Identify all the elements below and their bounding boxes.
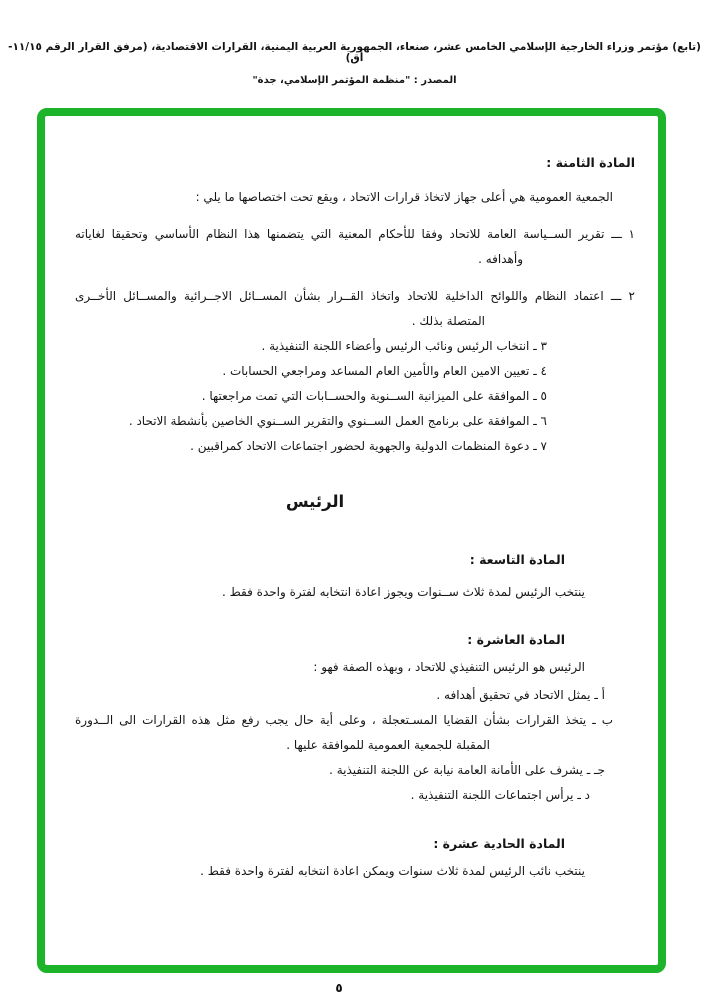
article10-item-d: د ـ يرأس اجتماعات اللجنة التنفيذية .	[410, 788, 590, 802]
header-source-line-1: (تابع) مؤتمر وزراء الخارجية الإسلامي الخامس عشر، صنعاء، الجمهورية العربية اليمنية، القرارات الاقتصادية، (مرفق القرار الرقم ١١/١٥-أق)	[8, 41, 701, 64]
article8-item2-line2: المتصلة بذلك .	[411, 314, 485, 328]
article8-item1-line1: ١ ـــ تقرير الســياسة العامة للاتحاد وفقا للأحكام المعنية التي يتضمنها هذا النظام الأساسي وتحقيقا لغاياته	[75, 227, 635, 241]
header-source-line-2: المصدر : "منظمة المؤتمر الإسلامي، جدة"	[252, 75, 457, 86]
article8-item6: ٦ ـ الموافقة على برنامج العمل الســنوي والتقرير الســنوي الخاصين بأنشطة الاتحاد .	[128, 414, 547, 428]
article10-item-a: أ ـ يمثل الاتحاد في تحقيق أهدافه .	[436, 688, 605, 702]
article8-item5: ٥ ـ الموافقة على الميزانية الســنوية والحســابات التي تمت مراجعتها .	[201, 389, 547, 403]
president-section-heading: الرئيس	[285, 492, 345, 511]
article8-item2-line1: ٢ ـــ اعتماد النظام واللوائح الداخلية للاتحاد واتخاذ القــرار بشأن المســائل الاجــرائية والمســائل الأخــرى	[75, 289, 635, 303]
article11-title: المادة الحادية عشرة :	[433, 836, 565, 851]
article10-item-j: جـ ـ يشرف على الأمانة العامة نيابة عن اللجنة التنفيذية .	[329, 763, 605, 777]
article10-intro: الرئيس هو الرئيس التنفيذي للاتحاد ، وبهذه الصفة فهو :	[313, 660, 585, 674]
article8-item7: ٧ ـ دعوة المنظمات الدولية والجهوية لحضور اجتماعات الاتحاد كمراقبين .	[190, 439, 547, 453]
article8-item4: ٤ ـ تعيين الامين العام والأمين العام المساعد ومراجعي الحسابات .	[222, 364, 547, 378]
article10-item-b-line2: المقبلة للجمعية العمومية للموافقة عليها .	[286, 738, 490, 752]
article8-intro: الجمعية العمومية هي أعلى جهاز لاتخاذ قرارات الاتحاد ، ويقع تحت اختصاصها ما يلي :	[195, 190, 613, 204]
page-number: ٥	[335, 981, 343, 995]
document-body	[45, 116, 658, 884]
article8-item3: ٣ ـ انتخاب الرئيس ونائب الرئيس وأعضاء اللجنة التنفيذية .	[261, 339, 547, 353]
article10-title: المادة العاشرة :	[467, 632, 565, 647]
article11-body: ينتخب نائب الرئيس لمدة ثلاث سنوات ويمكن اعادة انتخابه لفترة واحدة فقط .	[200, 864, 585, 878]
article9-body: ينتخب الرئيس لمدة ثلاث ســنوات ويجوز اعادة انتخابه لفترة واحدة فقط .	[222, 585, 585, 599]
page-header	[0, 42, 709, 86]
article9-title: المادة التاسعة :	[469, 552, 565, 567]
article8-item1-line2: وأهدافه .	[478, 252, 523, 266]
green-border-frame	[37, 108, 666, 973]
article10-item-b-line1: ب ـ يتخذ القرارات بشأن القضايا المسـتعجلة ، وعلى أية حال يجب رفع مثل هذه القرارات الى الــدورة	[75, 713, 613, 727]
article8-title: المادة الثامنة :	[546, 155, 635, 170]
